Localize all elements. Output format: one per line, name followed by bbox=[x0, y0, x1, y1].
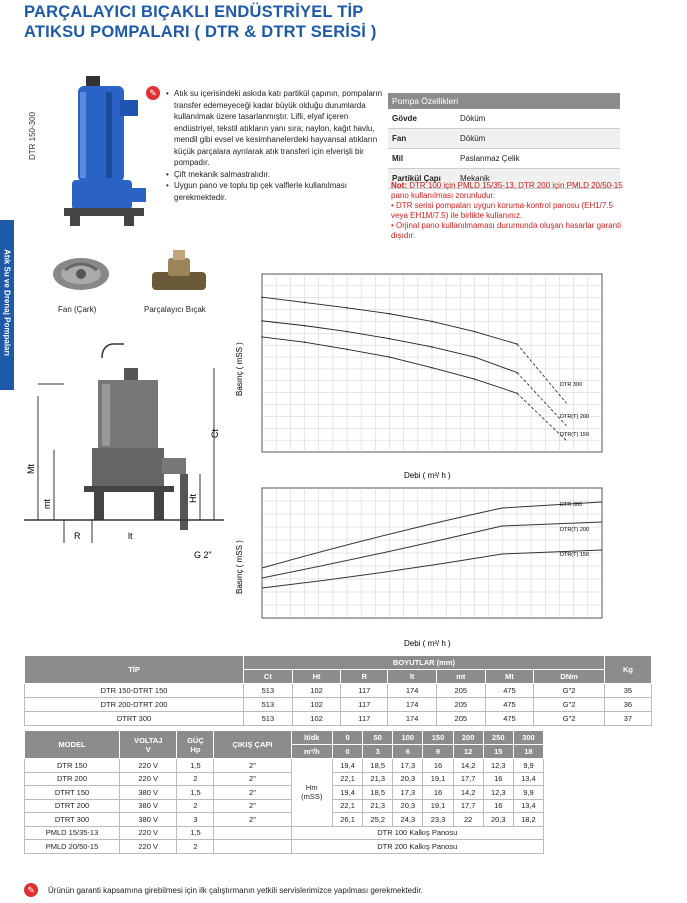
table-cell: 513 bbox=[244, 684, 293, 698]
t1-header-kg: Kg bbox=[604, 656, 651, 684]
table-row bbox=[25, 813, 544, 827]
t1-subheader: Ht bbox=[292, 670, 341, 684]
data-point bbox=[431, 346, 433, 348]
table-cell: 2 bbox=[177, 799, 214, 813]
table-cell: 1,5 bbox=[177, 786, 214, 800]
t2-subheader: 12 bbox=[453, 745, 483, 759]
table-cell: 17,7 bbox=[453, 799, 483, 813]
data-point bbox=[516, 343, 518, 345]
spec-value: Paslanmaz Çelik bbox=[456, 149, 620, 169]
table-cell: 9,9 bbox=[513, 786, 543, 800]
table-cell: G"2 bbox=[534, 712, 605, 726]
table-cell: DTRT 300 bbox=[25, 813, 120, 827]
data-point bbox=[261, 296, 263, 298]
table-cell: 475 bbox=[485, 698, 534, 712]
dim-Ht: Ht bbox=[188, 494, 198, 503]
table-cell: 20,3 bbox=[393, 799, 423, 813]
table-row bbox=[25, 759, 544, 773]
table-cell: 174 bbox=[388, 684, 437, 698]
table-cell: 12,3 bbox=[483, 759, 513, 773]
dim-Mt: Mt bbox=[26, 464, 36, 474]
blade-label: Parçalayıcı Bıçak bbox=[144, 305, 206, 314]
table-cell: 1,5 bbox=[177, 826, 214, 840]
table-cell: 380 V bbox=[120, 799, 177, 813]
table-cell: 1,5 bbox=[177, 759, 214, 773]
panel-row bbox=[25, 840, 544, 854]
data-point bbox=[389, 313, 391, 315]
t2-header: 250 bbox=[483, 731, 513, 745]
table-cell: 17,3 bbox=[393, 786, 423, 800]
t2-header: lt/dk bbox=[291, 731, 333, 745]
t1-subheader: lt bbox=[388, 670, 437, 684]
table-cell: PMLD 15/35-13 bbox=[25, 826, 120, 840]
chart1-ylabel: Basınç ( mSS ) bbox=[235, 342, 244, 396]
table-cell: 17,7 bbox=[453, 772, 483, 786]
data-point bbox=[431, 367, 433, 369]
table-cell: 2 bbox=[177, 840, 214, 854]
data-point bbox=[261, 336, 263, 338]
pump-image bbox=[58, 72, 150, 232]
model-label: DTR 150-300 bbox=[28, 111, 37, 160]
table-cell: 205 bbox=[436, 684, 485, 698]
fan-label: Fan (Çark) bbox=[58, 305, 97, 314]
data-point bbox=[474, 356, 476, 358]
legend-dtr200: DTR(T) 200 bbox=[560, 414, 590, 420]
t1-subheader: R bbox=[341, 670, 388, 684]
spec-key: Fan bbox=[388, 129, 456, 149]
note-line: DTR 100 için PMLD 15/35-13, DTR 200 için PMLD 20/50-15 pano kullanılması zorunludur. bbox=[391, 181, 623, 200]
description: • Atık su içerisindeki askıda katı partikül çapının, pompaların transfer edemeyeceği kadar büyük olduğu durumlarda kullanılmak üzere tasarlanmıştır. Lifli, elyaf içeren endüstriyel, tekstil atıkların yanı sıra; naylon, kağıt havlu, mendil gibi evsel ve kesimhanelerdeki hayvansal atıkların küçük parçalara ayrılarak atık transferi için elverişli bir pompadır. • Çift mekanik salmastralıdır. • Uygun pano ve toplu tip çek valflerle kullanılması gerekmektedir. bbox=[166, 89, 383, 202]
t2-header: 300 bbox=[513, 731, 543, 745]
data-point bbox=[389, 338, 391, 340]
table-cell: G"2 bbox=[534, 698, 605, 712]
legend2-dtr150: DTR(T) 150 bbox=[560, 552, 590, 558]
data-point bbox=[516, 392, 518, 394]
note-line: • DTR serisi pompaları uygun koruma-kontrol panosu (EH1/7.5 veya EH1M/7.5) ile birlikte kullanınız. bbox=[391, 201, 614, 220]
title-line-1: PARÇALAYICI BIÇAKLI ENDÜSTRİYEL TİP bbox=[24, 3, 364, 21]
table-cell: 13,4 bbox=[513, 799, 543, 813]
table-cell: 2" bbox=[214, 759, 291, 773]
t2-subheader: 6 bbox=[393, 745, 423, 759]
dimensions-table bbox=[24, 655, 652, 726]
table-cell bbox=[214, 826, 291, 840]
table-row bbox=[25, 712, 652, 726]
dim-lt: lt bbox=[128, 531, 133, 541]
table-cell: 23,3 bbox=[423, 813, 453, 827]
desc-seal: Çift mekanik salmastralıdır. bbox=[174, 169, 271, 179]
table-row bbox=[25, 772, 544, 786]
table-cell: 117 bbox=[341, 712, 388, 726]
panel-cell: DTR 200 Kalkış Panosu bbox=[291, 840, 544, 854]
dim-mt: mt bbox=[42, 499, 52, 509]
table-cell: 2 bbox=[177, 772, 214, 786]
footer-text: Ürünün garanti kapsamına girebilmesi için ilk çalıştırmanın yetkili servislerimizce yapılması gerekmektedir. bbox=[48, 885, 423, 895]
table-cell: DTRT 150 bbox=[25, 786, 120, 800]
t2-header: MODEL bbox=[25, 731, 120, 759]
footer bbox=[24, 883, 423, 897]
table-cell: 9,9 bbox=[513, 759, 543, 773]
table-row bbox=[25, 684, 652, 698]
chart2-xlabel: Debi ( m³/ h ) bbox=[404, 639, 451, 648]
data-point bbox=[304, 325, 306, 327]
legend-dtr300: DTR 300 bbox=[560, 382, 583, 388]
table-cell: DTR 200 bbox=[25, 772, 120, 786]
table-cell: 22,1 bbox=[333, 799, 363, 813]
data-point bbox=[474, 378, 476, 380]
table-cell: 16 bbox=[483, 772, 513, 786]
power-chart bbox=[232, 484, 622, 650]
table-row bbox=[25, 799, 544, 813]
table-cell: DTRT 300 bbox=[25, 712, 244, 726]
table-cell: 19,4 bbox=[333, 786, 363, 800]
table-cell: 205 bbox=[436, 698, 485, 712]
table-cell: 220 V bbox=[120, 759, 177, 773]
table-cell: 475 bbox=[485, 684, 534, 698]
table-cell: 35 bbox=[604, 684, 651, 698]
dim-G: G 2" bbox=[194, 550, 212, 560]
table-cell: 16 bbox=[483, 799, 513, 813]
note bbox=[391, 181, 623, 241]
table-cell: 102 bbox=[292, 684, 341, 698]
t1-subheader: DNm bbox=[534, 670, 605, 684]
table-cell: 117 bbox=[341, 698, 388, 712]
side-tab bbox=[0, 220, 14, 390]
data-point bbox=[474, 331, 476, 333]
t2-subheader: 3 bbox=[363, 745, 393, 759]
t1-subheader: mt bbox=[436, 670, 485, 684]
data-point bbox=[304, 302, 306, 304]
table-cell: 174 bbox=[388, 712, 437, 726]
t2-header: 150 bbox=[423, 731, 453, 745]
table-cell: PMLD 20/50-15 bbox=[25, 840, 120, 854]
table-cell: 12,3 bbox=[483, 786, 513, 800]
t2-header: GÜÇ Hp bbox=[177, 731, 214, 759]
spec-key: Gövde bbox=[388, 109, 456, 129]
note-title: Not: bbox=[391, 181, 407, 190]
t2-header: 100 bbox=[393, 731, 423, 745]
table-cell: 16 bbox=[423, 759, 453, 773]
t2-subheader: 0 bbox=[333, 745, 363, 759]
t1-subheader: Ct bbox=[244, 670, 293, 684]
table-cell: 513 bbox=[244, 698, 293, 712]
data-point bbox=[304, 341, 306, 343]
table-cell: 2" bbox=[214, 786, 291, 800]
table-cell: 20,3 bbox=[483, 813, 513, 827]
table-cell: 220 V bbox=[120, 840, 177, 854]
spec-key: Partikül Çapı bbox=[388, 169, 456, 189]
legend-dtr150: DTR(T) 150 bbox=[560, 432, 590, 438]
desc-paragraph: Atık su içerisindeki askıda katı partikül çapının, pompaların transfer edemeyeceği kadar büyük olduğu durumlarda kullanılmak üzere tasarlanmıştır. Lifli, elyaf içeren endüstriyel, tekstil atıkların yanı sıra; naylon, kağıt havlu, mendil gibi evsel ve kesimhanelerdeki hayvansal atıkların küçük parçalara ayrılarak atık transferi için elverişli bir pompadır. bbox=[174, 89, 383, 167]
desc-panel: Uygun pano ve toplu tip çek valflerle kullanılması gerekmektedir. bbox=[174, 181, 347, 202]
data-point bbox=[346, 331, 348, 333]
t1-subheader: Mt bbox=[485, 670, 534, 684]
t2-subheader: 9 bbox=[423, 745, 453, 759]
warning-icon: ✎ bbox=[24, 883, 38, 897]
table-cell: 26,1 bbox=[333, 813, 363, 827]
page-title bbox=[24, 2, 377, 42]
performance-table bbox=[24, 730, 544, 854]
table-cell: 2" bbox=[214, 772, 291, 786]
chart1-xlabel: Debi ( m³/ h ) bbox=[404, 471, 451, 480]
spec-table bbox=[388, 93, 620, 189]
data-point bbox=[431, 321, 433, 323]
table-cell: 25,2 bbox=[363, 813, 393, 827]
data-point bbox=[516, 372, 518, 374]
table-cell: 380 V bbox=[120, 786, 177, 800]
table-cell: 205 bbox=[436, 712, 485, 726]
table-cell: 3 bbox=[177, 813, 214, 827]
chart2-ylabel: Basınç ( mSS ) bbox=[235, 540, 244, 594]
table-cell: DTR 200-DTRT 200 bbox=[25, 698, 244, 712]
table-cell: 102 bbox=[292, 712, 341, 726]
t2-subheader: 15 bbox=[483, 745, 513, 759]
data-point bbox=[346, 349, 348, 351]
table-cell: 102 bbox=[292, 698, 341, 712]
table-cell: 18,5 bbox=[363, 786, 393, 800]
table-row bbox=[25, 786, 544, 800]
table-cell: 17,3 bbox=[393, 759, 423, 773]
t2-header: 0 bbox=[333, 731, 363, 745]
table-cell: G"2 bbox=[534, 684, 605, 698]
panel-cell: DTR 100 Kalkış Panosu bbox=[291, 826, 544, 840]
table-cell: DTR 150 bbox=[25, 759, 120, 773]
table-cell: 2" bbox=[214, 813, 291, 827]
t2-header: 200 bbox=[453, 731, 483, 745]
t2-header: 50 bbox=[363, 731, 393, 745]
dim-Ct: Ct bbox=[210, 429, 220, 438]
table-cell: 220 V bbox=[120, 826, 177, 840]
table-cell: DTRT 200 bbox=[25, 799, 120, 813]
side-tab-label: Atık Su ve Drenaj Pompaları bbox=[2, 249, 12, 356]
spec-header: Pompa Özellikleri bbox=[388, 93, 620, 109]
table-row bbox=[25, 698, 652, 712]
table-cell: 220 V bbox=[120, 772, 177, 786]
spec-key: Mil bbox=[388, 149, 456, 169]
t1-header-dims: BOYUTLAR (mm) bbox=[244, 656, 605, 670]
table-cell: 22,1 bbox=[333, 772, 363, 786]
table-cell: DTR 150-DTRT 150 bbox=[25, 684, 244, 698]
t2-subheader: 18 bbox=[513, 745, 543, 759]
table-cell: 16 bbox=[423, 786, 453, 800]
legend2-dtr200: DTR(T) 200 bbox=[560, 527, 590, 533]
t2-header: ÇIKIŞ ÇAPI bbox=[214, 731, 291, 759]
table-cell: 174 bbox=[388, 698, 437, 712]
table-cell: 22 bbox=[453, 813, 483, 827]
spec-value: Döküm bbox=[456, 129, 620, 149]
t1-header-tip: TİP bbox=[25, 656, 244, 684]
table-cell: 19,1 bbox=[423, 799, 453, 813]
data-point bbox=[389, 356, 391, 358]
table-cell: 24,3 bbox=[393, 813, 423, 827]
table-cell: 513 bbox=[244, 712, 293, 726]
table-cell: 2" bbox=[214, 799, 291, 813]
table-cell: 19,4 bbox=[333, 759, 363, 773]
table-cell: 21,3 bbox=[363, 799, 393, 813]
table-cell: 14,2 bbox=[453, 786, 483, 800]
performance-chart bbox=[232, 246, 622, 484]
table-cell: 13,4 bbox=[513, 772, 543, 786]
table-cell bbox=[214, 840, 291, 854]
table-cell: 380 V bbox=[120, 813, 177, 827]
spec-value: Mekanik bbox=[456, 169, 620, 189]
dimension-drawing bbox=[24, 288, 224, 570]
table-cell: 36 bbox=[604, 698, 651, 712]
title-line-2: ATIKSU POMPALARI ( DTR & DTRT SERİSİ ) bbox=[24, 23, 377, 41]
t2-subheader: m³/h bbox=[291, 745, 333, 759]
table-cell: 14,2 bbox=[453, 759, 483, 773]
legend2-dtr300: DTR 300 bbox=[560, 502, 583, 508]
table-cell: 117 bbox=[341, 684, 388, 698]
table-cell: 475 bbox=[485, 712, 534, 726]
data-point bbox=[346, 307, 348, 309]
table-cell: 20,3 bbox=[393, 772, 423, 786]
table-cell: 21,3 bbox=[363, 772, 393, 786]
table-cell: 18,2 bbox=[513, 813, 543, 827]
data-point bbox=[261, 320, 263, 322]
table-cell: 19,1 bbox=[423, 772, 453, 786]
dim-R: R bbox=[74, 531, 81, 541]
t2-header: VOLTAJ V bbox=[120, 731, 177, 759]
spec-value: Döküm bbox=[456, 109, 620, 129]
table-cell: 18,5 bbox=[363, 759, 393, 773]
note-line: • Orjinal pano kullanılmaması durumunda oluşan hasarlar garanti dışıdır. bbox=[391, 221, 622, 240]
warning-icon: ✎ bbox=[146, 86, 160, 100]
table-cell: 37 bbox=[604, 712, 651, 726]
hm-cell: Hm (mSS) bbox=[291, 759, 333, 827]
panel-row bbox=[25, 826, 544, 840]
